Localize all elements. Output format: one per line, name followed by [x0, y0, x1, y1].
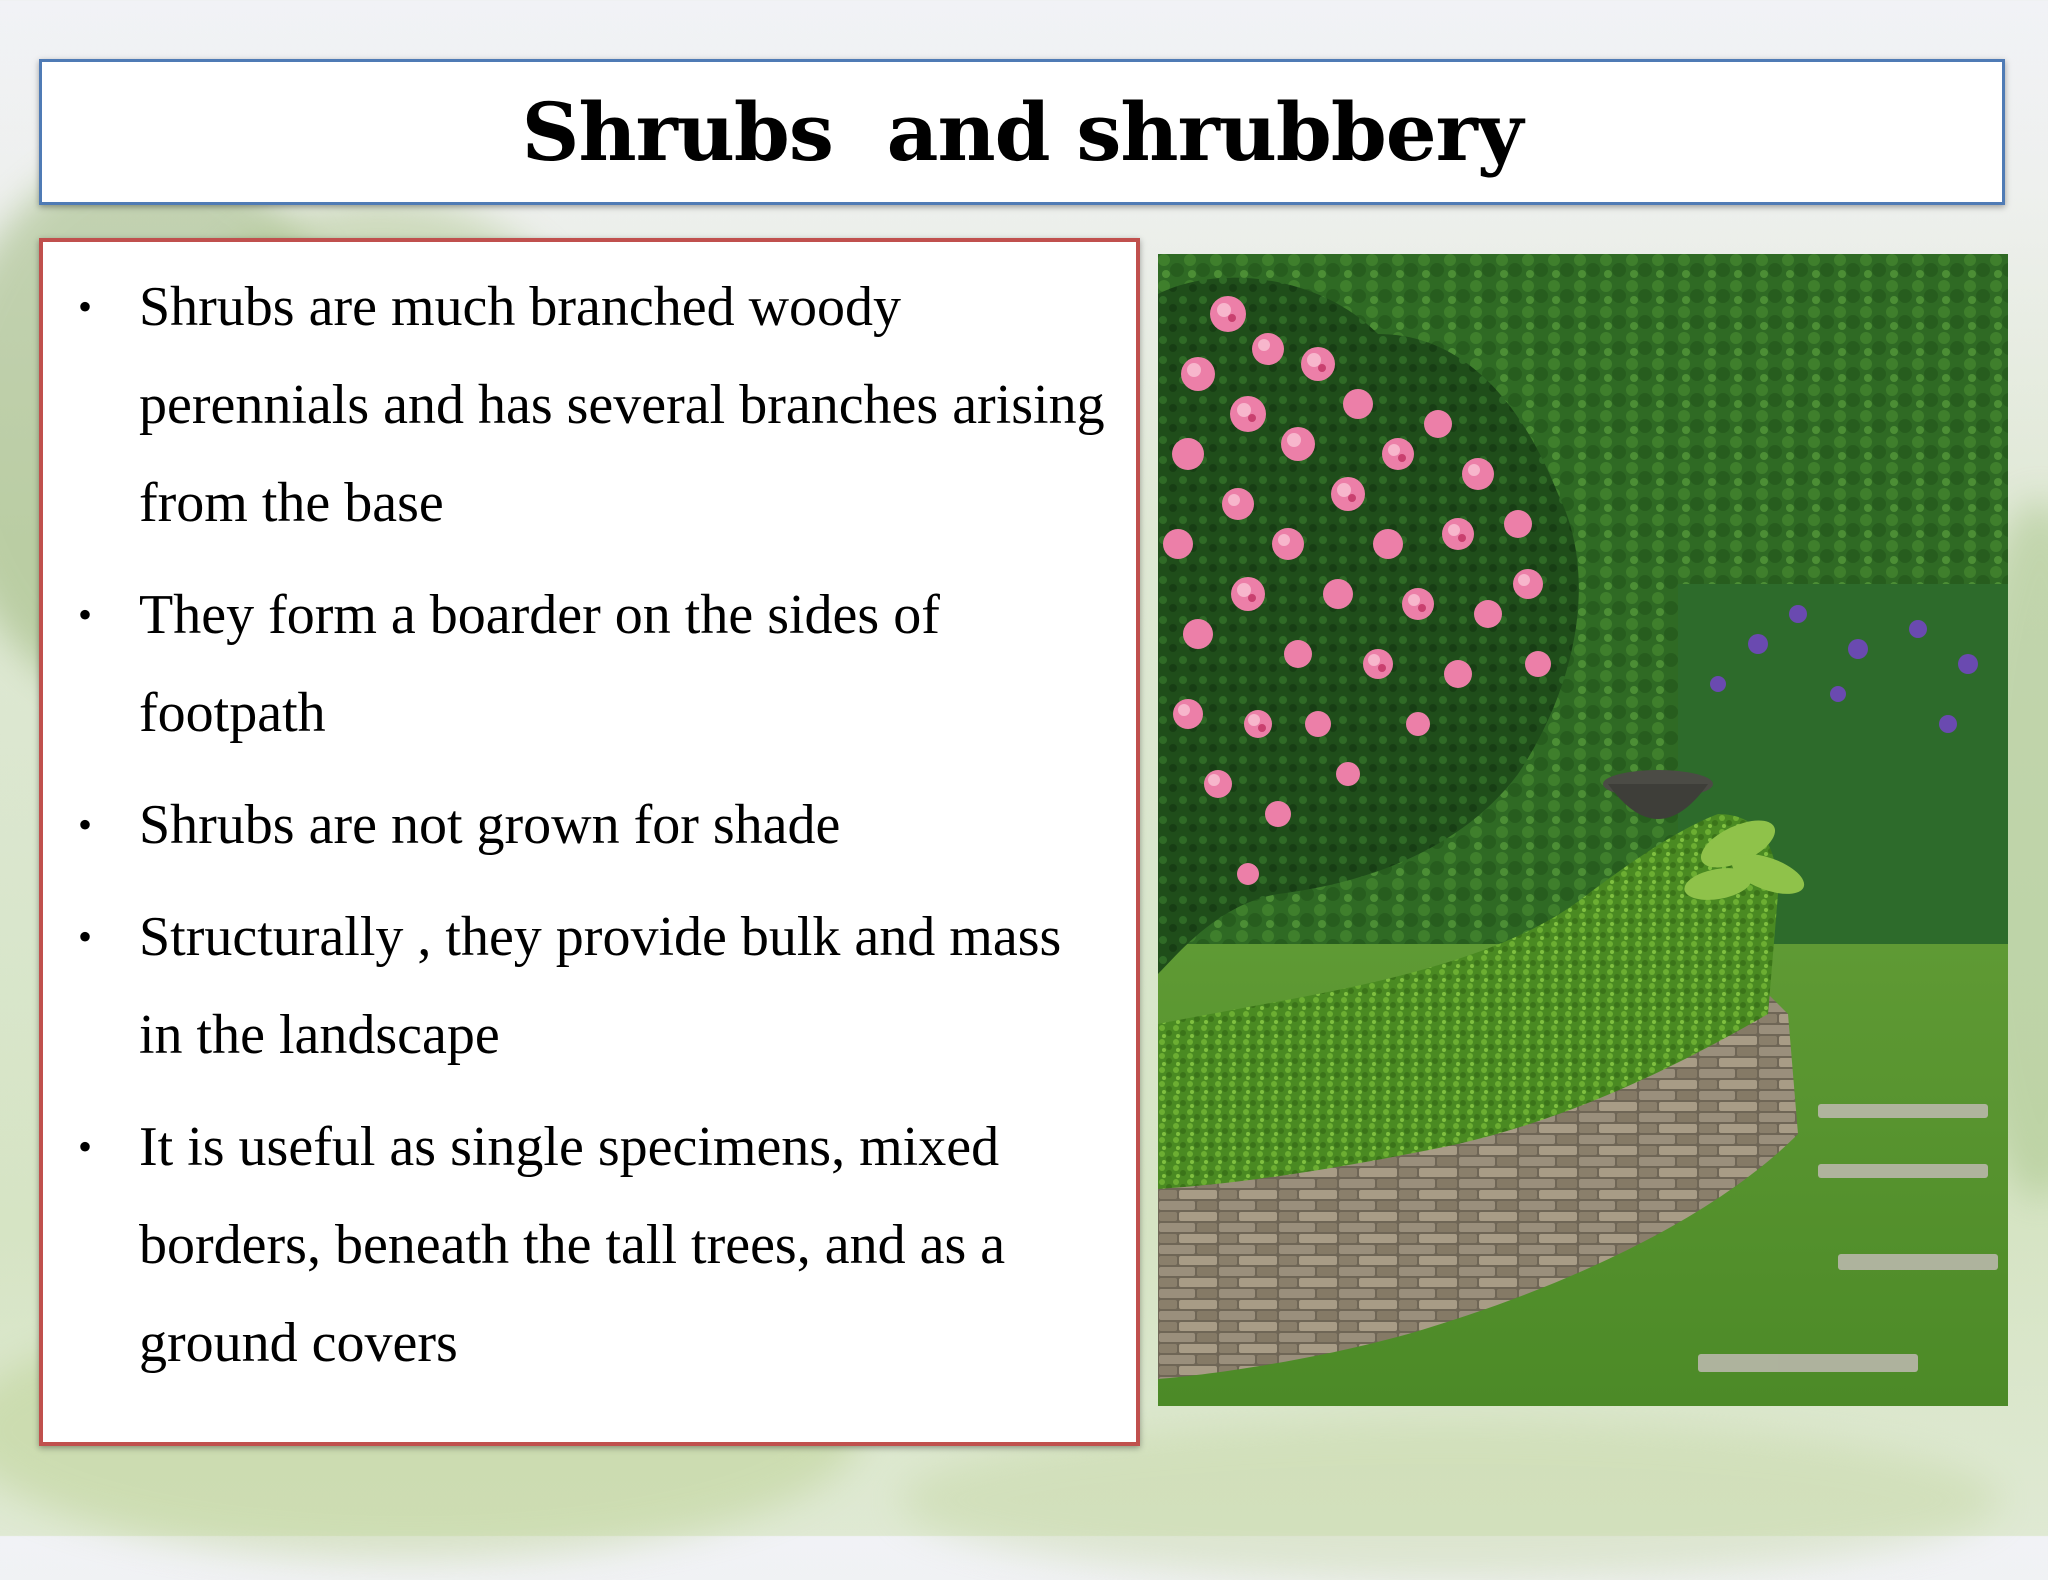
- bullet-text: It is useful as single specimens, mixed borders, beneath the tall trees, and as a ground covers: [139, 1116, 1006, 1374]
- bullet-list: [43, 258, 1116, 1392]
- bullet-text-box: [39, 238, 1140, 1446]
- bullet-item: [43, 566, 1116, 762]
- bullet-text: They form a boarder on the sides of footpath: [139, 584, 940, 744]
- bullet-icon: •: [77, 284, 92, 329]
- title-box: [39, 59, 2005, 205]
- bullet-text: Shrubs are not grown for shade: [139, 794, 841, 856]
- bullet-icon: •: [77, 914, 92, 959]
- bullet-text: Shrubs are much branched woody perennials and has several branches arising from the base: [139, 276, 1105, 534]
- bullet-item: [43, 888, 1116, 1084]
- bullet-item: [43, 258, 1116, 552]
- slide-title: Shrubs and shrubbery: [521, 85, 1523, 179]
- bullet-item: [43, 1098, 1116, 1392]
- bullet-icon: •: [77, 802, 92, 847]
- shrub-photo: [1158, 254, 2008, 1406]
- bullet-item: [43, 776, 1116, 874]
- bullet-text: Structurally , they provide bulk and mass in the landscape: [139, 906, 1062, 1066]
- bullet-icon: •: [77, 1124, 92, 1169]
- bullet-icon: •: [77, 592, 92, 637]
